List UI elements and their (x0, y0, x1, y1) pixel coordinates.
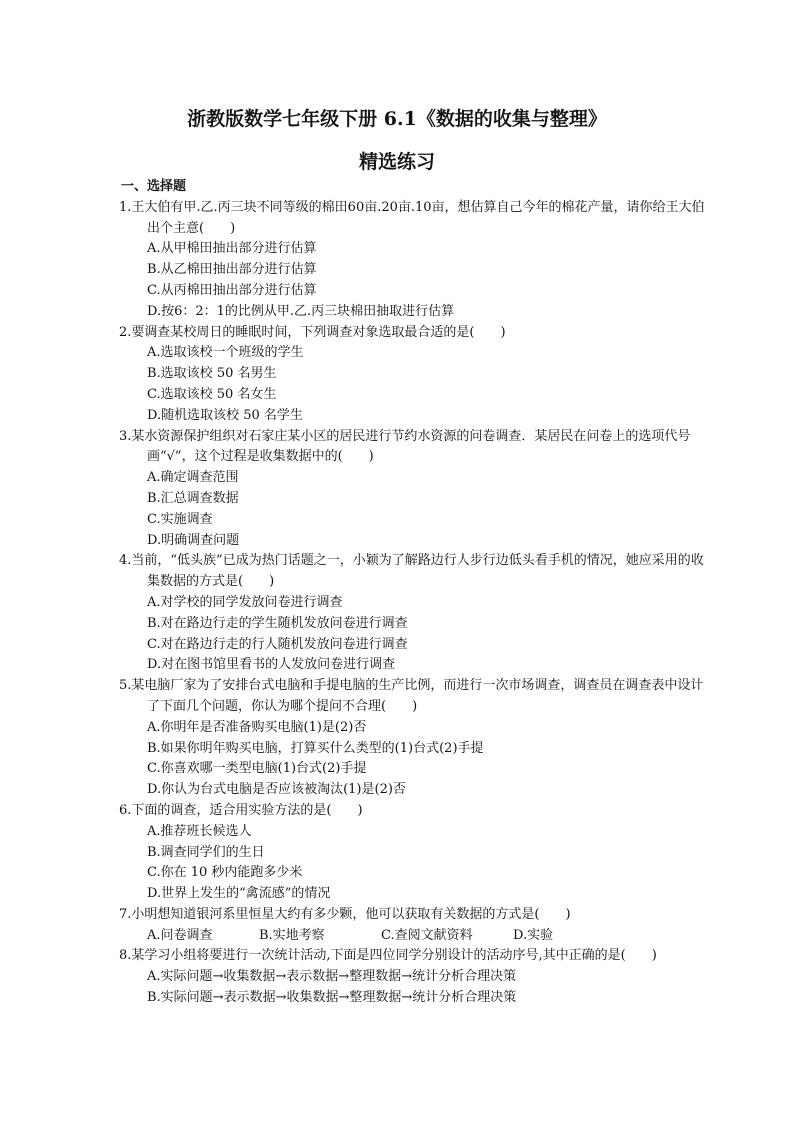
question-stem: 2.要调查某校周日的睡眠时间，下列调查对象选取最合适的是( ) (119, 324, 506, 340)
option-c: C.查阅文献资料 (381, 927, 473, 943)
option-b: B.选取该校 50 名男生 (147, 366, 277, 382)
option-b: B.实地考察 (259, 927, 325, 943)
option-c: C.选取该校 50 名女生 (147, 386, 277, 402)
question-stem: 3.某水资源保护组织对石家庄某小区的居民进行节约水资源的问卷调查．某居民在问卷上的选项代号画“√”，这个过程是收集数据中的( ) (119, 428, 691, 465)
option-a: A.推荐班长候选人 (147, 823, 252, 839)
question-stem: 1.王大伯有甲.乙.丙三块不同等级的棉田60亩.20亩.10亩，想估算自己今年的棉花产量，请你给王大伯出个主意( ) (119, 199, 705, 236)
option-b: B.汇总调查数据 (147, 490, 239, 506)
option-c: C.你喜欢哪一类型电脑(1)台式(2)手提 (147, 761, 367, 777)
document-title: 浙教版数学七年级下册 6.1《数据的收集与整理》 (187, 108, 607, 130)
question-stem: 8.某学习小组将要进行一次统计活动,下面是四位同学分别设计的活动序号,其中正确的是( ) (119, 948, 657, 964)
option-a: A.从甲棉田抽出部分进行估算 (147, 241, 317, 257)
document-subtitle: 精选练习 (358, 151, 435, 173)
question-stem: 7.小明想知道银河系里恒星大约有多少颗，他可以获取有关数据的方式是( ) (119, 906, 571, 922)
option-a: A.问卷调查 (147, 927, 213, 943)
option-a: A.确定调查范围 (147, 470, 239, 486)
option-a: A.你明年是否准备购买电脑(1)是(2)否 (147, 719, 367, 735)
option-a: A.选取该校一个班级的学生 (147, 345, 304, 361)
option-c: C.从丙棉田抽出部分进行估算 (147, 282, 317, 298)
option-row (119, 926, 709, 947)
section-heading: 一、选择题 (121, 179, 187, 194)
option-b: B.如果你明年购买电脑，打算买什么类型的(1)台式(2)手提 (147, 740, 484, 756)
option-d: D.实验 (513, 927, 554, 943)
option-c: C.对在路边行走的行人随机发放问卷进行调查 (147, 636, 408, 652)
option-b: B.对在路边行走的学生随机发放问卷进行调查 (147, 615, 408, 631)
option-d: D.对在图书馆里看书的人发放问卷进行调查 (147, 657, 396, 673)
option-d: D.随机选取该校 50 名学生 (147, 407, 303, 423)
option-d: D.你认为台式电脑是否应该被淘汰(1)是(2)否 (147, 782, 406, 798)
question-list (119, 177, 709, 1009)
option-a: A.实际问题→收集数据→表示数据→整理数据→统计分析合理决策 (147, 969, 517, 985)
option-c: C.实施调查 (147, 511, 213, 527)
option-b: B.从乙棉田抽出部分进行估算 (147, 262, 317, 278)
question-stem: 4.当前，“低头族”已成为热门话题之一，小颖为了解路边行人步行边低头看手机的情况，她应采用的收集数据的方式是( ) (119, 553, 704, 590)
question-stem: 5.某电脑厂家为了安排台式电脑和手提电脑的生产比例，而进行一次市场调查，调查员在调查表中设计了下面几个问题，你认为哪个提问不合理( ) (119, 678, 704, 714)
option-c: C.你在 10 秒内能跑多少米 (147, 865, 303, 881)
option-d: D.世界上发生的“禽流感”的情况 (147, 886, 331, 902)
question-stem: 6.下面的调查，适合用实验方法的是( ) (119, 802, 363, 818)
option-b: B.调查同学们的生日 (147, 844, 265, 860)
option-d: D.明确调查问题 (147, 532, 240, 548)
option-d: D.按6：2：1的比例从甲.乙.丙三块棉田抽取进行估算 (147, 303, 455, 319)
option-b: B.实际问题→表示数据→收集数据→整理数据→统计分析合理决策 (147, 990, 517, 1006)
option-a: A.对学校的同学发放问卷进行调查 (147, 594, 343, 610)
